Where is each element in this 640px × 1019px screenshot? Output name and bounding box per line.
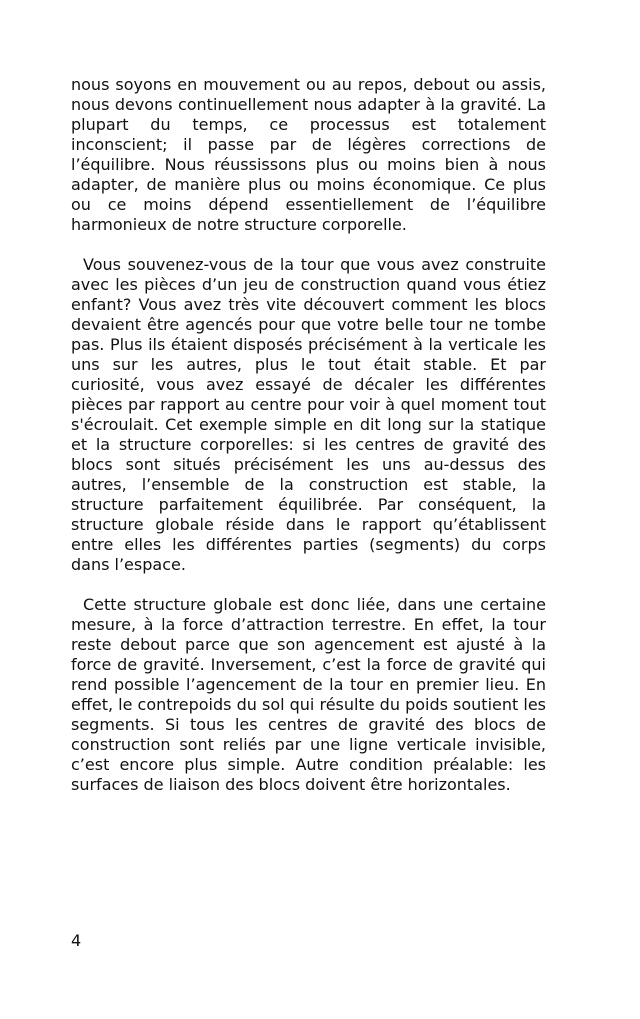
paragraph-global-structure: Cette structure globale est donc liée, dans une certaine mesure, à la force d’attraction terrestre. En effet, la tour reste debout parce que son agencement est ajusté à la force de gravité. Inversement, c’est la force de gravité qui rend possible l’agencement de la tour en premier lieu. En effet, le contrepoids du sol qui résulte du poids soutient les segments. Si tous les centres de gravité des blocs de construction sont reliés par une ligne verticale invisible, c’est encore plus simple. Autre condition préalable: les surfaces de liaison des blocs doivent être horizontales. <box>71 595 546 794</box>
page-number: 4 <box>71 931 82 950</box>
paragraph-continuation: nous soyons en mouvement ou au repos, debout ou assis, nous devons continuellement nous adapter à la gravité. La plupart du temps, ce processus est totalement inconscient; il passe par de légères corrections de l’équilibre. Nous réussissons plus ou moins bien à nous adapter, de manière plus ou moins économique. Ce plus ou ce moins dépend essentiellement de l’équilibre harmonieux de notre structure corporelle. <box>71 75 546 234</box>
paragraph-tower: Vous souvenez-vous de la tour que vous avez construite avec les pièces d’un jeu de construction quand vous étiez enfant? Vous avez très vite découvert comment les blocs devaient être agencés pour que votre belle tour ne tombe pas. Plus ils étaient disposés précisément à la verticale les uns sur les autres, plus le tout était stable. Et par curiosité, vous avez essayé de décaler les différentes pièces par rapport au centre pour voir à quel moment tout s'écroulait. Cet exemple simple en dit long sur la statique et la structure corporelles: si les centres de gravité des blocs sont situés précisément les uns au-dessus des autres, l’ensemble de la construction est stable, la structure parfaitement équilibrée. Par conséquent, la structure globale réside dans le rapport qu’établissent entre elles les différentes parties (segments) du corps dans l’espace. <box>71 255 546 574</box>
page-body <box>71 75 546 815</box>
